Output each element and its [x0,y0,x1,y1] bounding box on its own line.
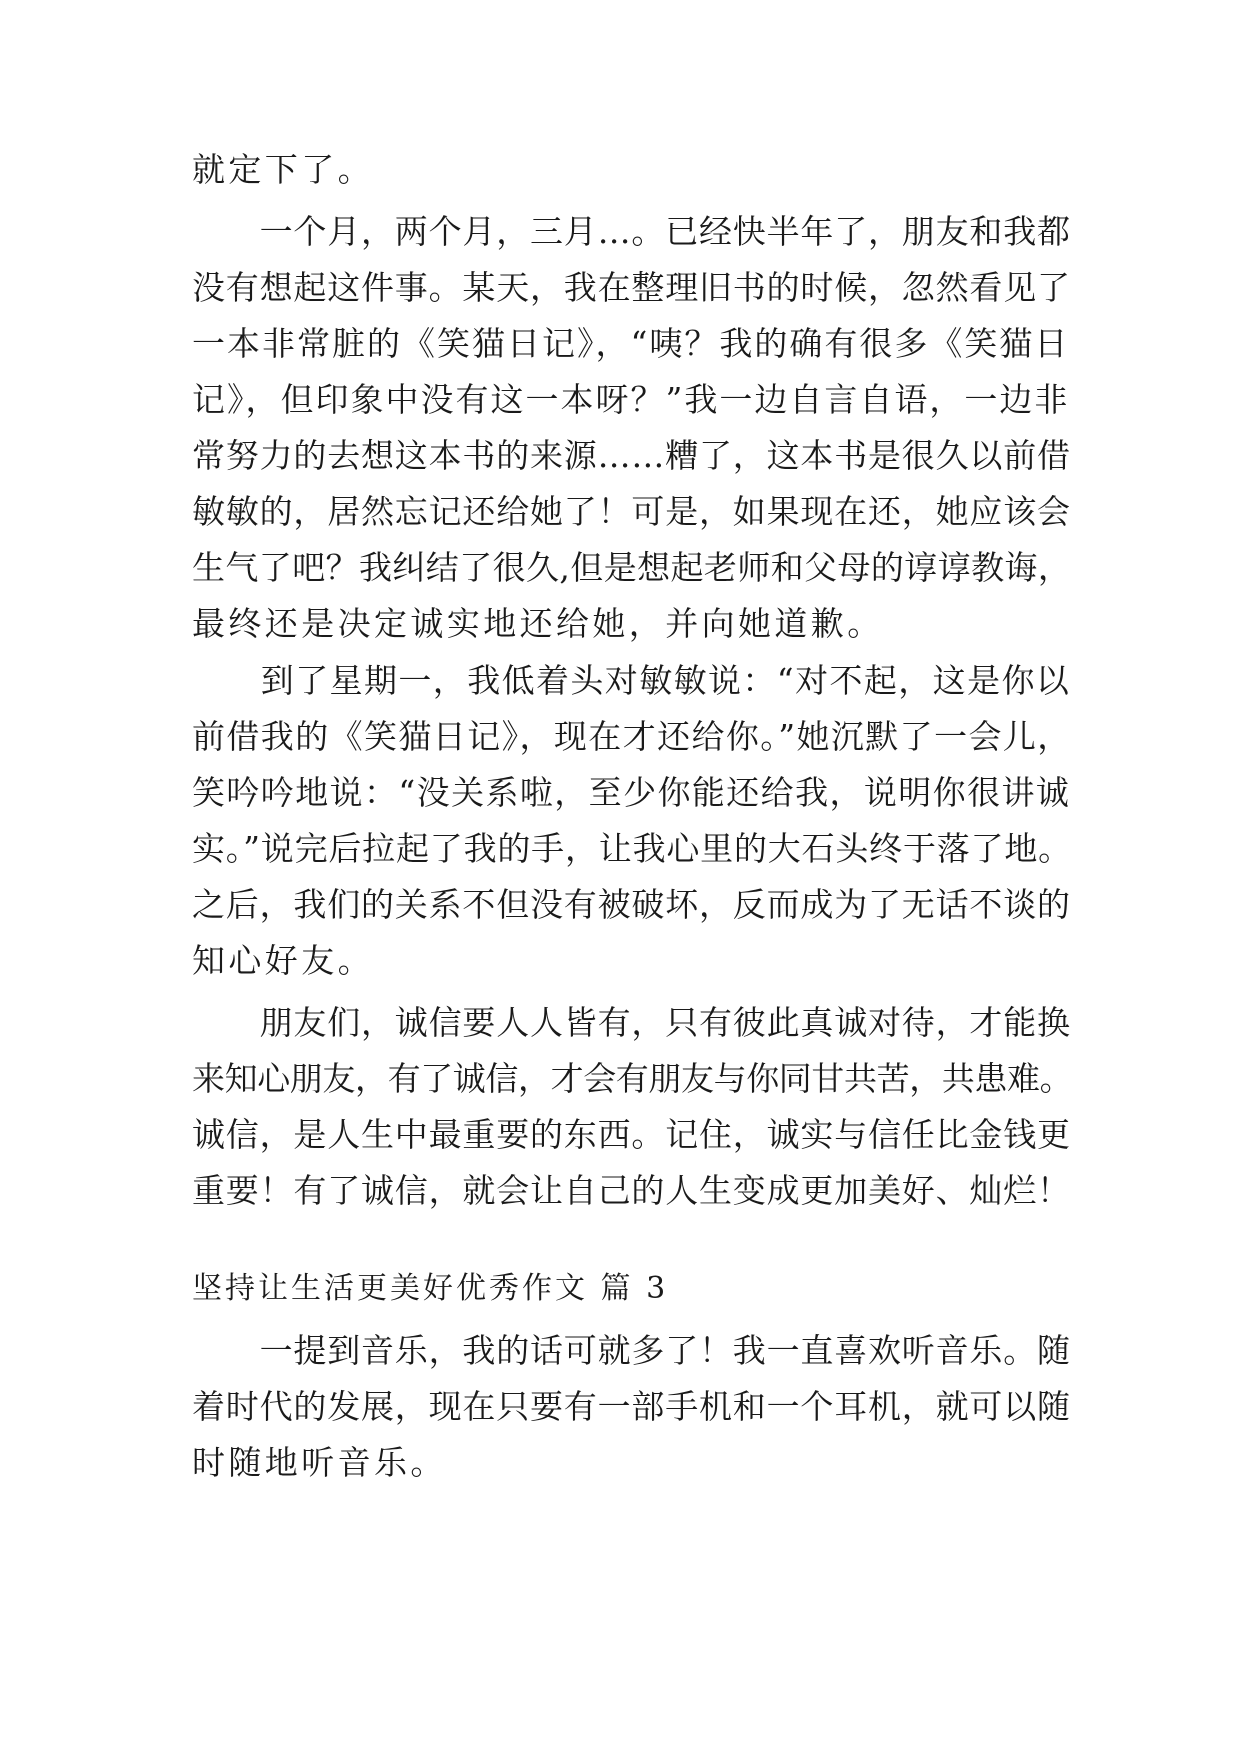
text-line: 就定下了。 [192,150,374,189]
text-line: 到了星期一，我低着头对敏敏说：“对不起，这是你以 [192,661,1071,700]
text-line: 笑吟吟地说：“没关系啦，至少你能还给我，说明你很讲诚 [192,773,1071,812]
text-line: 知心好友。 [192,941,374,980]
text-line: 之后，我们的关系不但没有被破坏，反而成为了无话不谈的 [192,885,1071,924]
text-line: 一个月，两个月，三月…。已经快半年了，朋友和我都 [192,212,1071,251]
text-line: 来知心朋友，有了诚信，才会有朋友与你同甘共苦，共患难。 [192,1059,1073,1098]
text-line: 前借我的《笑猫日记》，现在才还给你。”她沉默了一会儿， [192,717,1072,756]
text-line: 着时代的发展，现在只要有一部手机和一个耳机，就可以随 [192,1387,1071,1426]
text-line: 时随地听音乐。 [192,1443,447,1482]
text-line: 生气了吧？我纠结了很久,但是想起老师和父母的谆谆教诲， [192,548,1072,587]
text-line: 实。”说完后拉起了我的手，让我心里的大石头终于落了地。 [192,829,1072,868]
text-line: 没有想起这件事。某天，我在整理旧书的时候，忽然看见了 [192,268,1071,307]
text-line: 诚信，是人生中最重要的东西。记住，诚实与信任比金钱更 [192,1115,1071,1154]
section-heading: 坚持让生活更美好优秀作文 篇 3 [192,1271,669,1306]
text-line: 重要！有了诚信，就会让自己的人生变成更加美好、灿烂！ [192,1171,1071,1210]
text-line: 一提到音乐，我的话可就多了！我一直喜欢听音乐。随 [192,1331,1071,1370]
text-line: 常努力的去想这本书的来源……糟了，这本书是很久以前借 [192,436,1071,475]
text-line: 一本非常脏的《笑猫日记》，“咦？我的确有很多《笑猫日 [192,324,1070,363]
text-line: 敏敏的，居然忘记还给她了！可是，如果现在还，她应该会 [192,492,1071,531]
text-line: 记》，但印象中没有这一本呀？”我一边自言自语，一边非 [192,380,1070,419]
text-line: 最终还是决定诚实地还给她，并向她道歉。 [192,604,884,643]
text-line: 朋友们，诚信要人人皆有，只有彼此真诚对待，才能换 [192,1003,1071,1042]
